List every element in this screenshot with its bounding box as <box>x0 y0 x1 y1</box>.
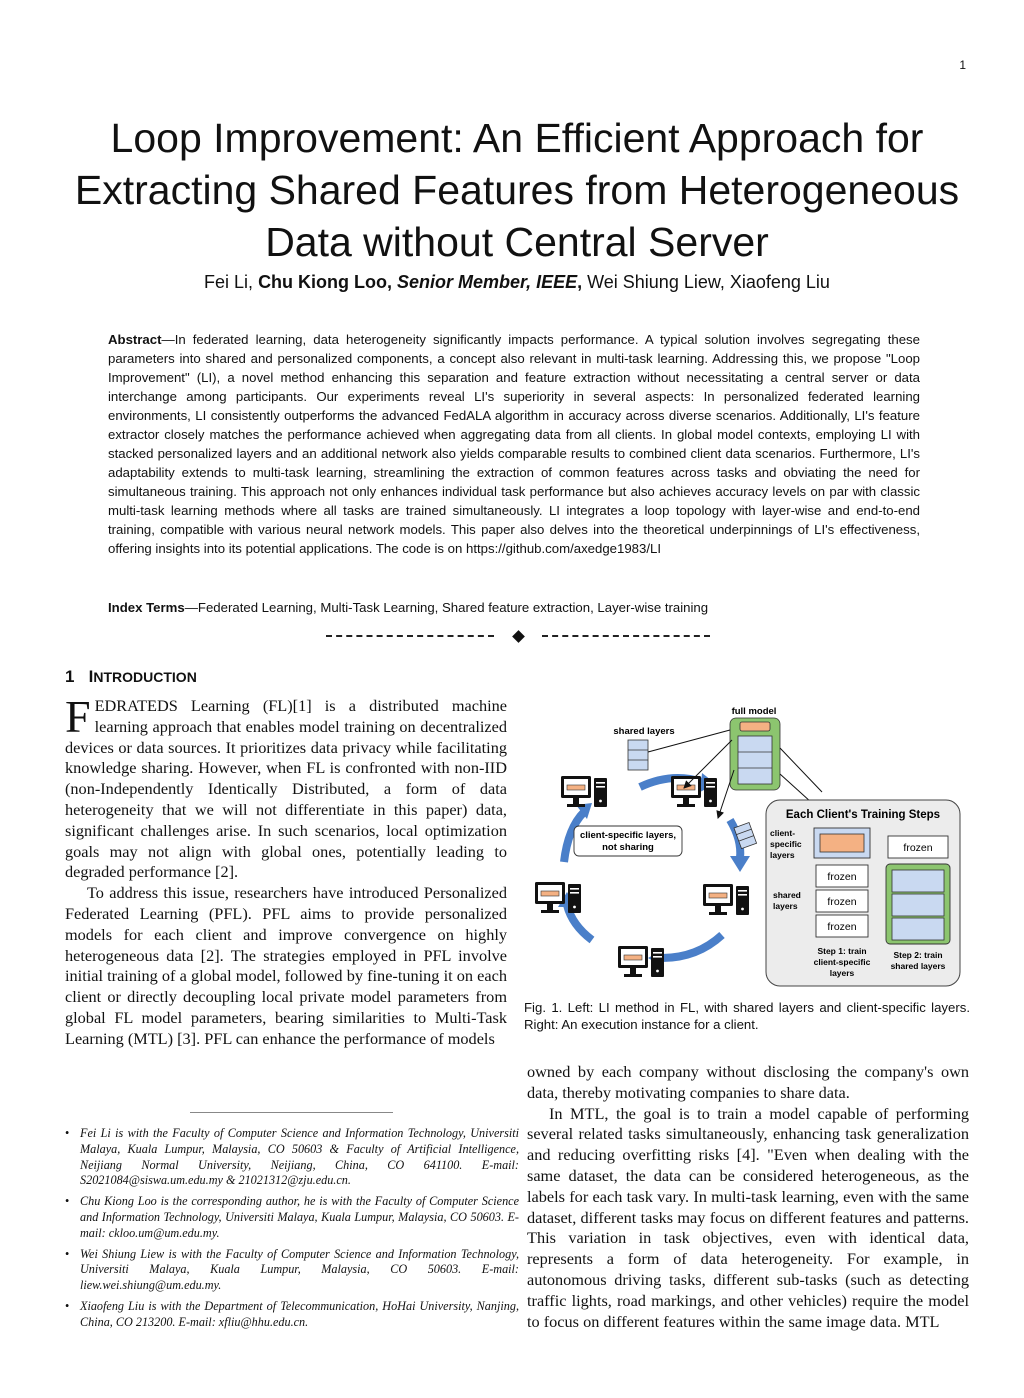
training-steps-title: Each Client's Training Steps <box>785 809 941 821</box>
index-terms-text: —Federated Learning, Multi-Task Learning, Shared feature extraction, Layer-wise training <box>184 600 709 615</box>
client-computer-icon <box>535 882 581 913</box>
client-computer-icon <box>671 776 717 807</box>
client-computer-icon <box>561 776 607 807</box>
paragraph: To address this issue, researchers have introduced Personalized Federated Learning (PFL). PFL aims to provide personalized models for each client and improve convergence on highly heterogeneous data [2]. The strategies employed in PFL involve initial training of a global model, followed by fine-tuning it on each client or directly decoupling local private model parameters from global FL model parameters, bearing similarities to Multi-Task Learning (MTL) [3]. PFL can enhance the performance of models <box>65 883 507 1048</box>
footnotes <box>65 1126 519 1336</box>
label-frozen: frozen <box>903 842 933 854</box>
label-client-specific: client-specific layers, <box>579 830 677 841</box>
index-terms <box>108 598 920 617</box>
author-line <box>50 272 984 293</box>
abstract-label: Abstract <box>108 332 162 347</box>
footnote: • Wei Shiung Liew is with the Faculty of Computer Science and Information Technology, Universiti Malaya, Kuala Lumpur, Malaysia, CO 50603. E-mail: liew.wei.shiung@um.edu.my. <box>65 1247 519 1294</box>
index-terms-label: Index Terms <box>108 600 185 615</box>
label-frozen: frozen <box>827 871 857 883</box>
abstract <box>108 330 920 558</box>
drop-cap: F <box>65 691 91 742</box>
author-name: Fei Li, <box>204 272 259 292</box>
full-model-stack <box>730 718 780 790</box>
figure-diagram <box>522 700 974 995</box>
step1-client-layer-fill <box>820 834 864 852</box>
paper-title: Loop Improvement: An Efficient Approach for Extracting Shared Features from Heterogeneous Data without Central Server <box>74 115 960 265</box>
client-computer-icon <box>618 946 664 977</box>
divider-dashes-left <box>326 635 494 637</box>
section-title-initial: I <box>88 667 94 686</box>
figure-1 <box>522 700 974 995</box>
section-title-rest: NTRODUCTION <box>93 669 197 685</box>
label-step1-layers: layers <box>829 968 855 978</box>
label-shared-layers-2: layers <box>773 901 798 911</box>
shared-layers-stack <box>628 740 648 770</box>
label-shared: shared <box>773 890 801 900</box>
label-frozen: frozen <box>827 896 857 908</box>
section-heading <box>65 667 197 687</box>
author-separator: , <box>577 272 588 292</box>
label-not-sharing: not sharing <box>602 842 654 853</box>
footnote-rule <box>190 1112 393 1113</box>
label-step2: Step 2: train <box>893 950 943 960</box>
author-name-corresponding: Chu Kiong Loo, <box>258 272 398 292</box>
section-number: 1 <box>65 667 75 686</box>
paragraph: In MTL, the goal is to train a model capable of performing several related tasks simultaneously, enhancing task generalization and reducing overfitting risks [4]. "Even when dealing with the same dataset, the data can be considered heterogeneous, as the labels for each task vary. In multi-task learning, even with the same dataset, different tasks may focus on different features and patterns. This variation in task objectives, even with identical data, represents a form of data heterogeneity. For example, in autonomous driving tasks, different sub-tasks (such as detecting traffic lights, road markings, and other vehicles) require the model to focus on different features within the same image data. MTL <box>527 1103 969 1331</box>
divider-dashes-right <box>542 635 710 637</box>
paragraph-text: EDRATEDS Learning (FL)[1] is a distributed machine learning approach that enables model training on decentralized devices or data sources. It prioritizes data privacy while facilitating knowledge sharing. However, when FL is confronted with non-IID (non-Independently Identically Distributed, a form of data heterogeneity that we will not differentiate in this paper) data, significant challenges arise. In such scenarios, local optimization goals may not align with global ones, potentially leading to degraded performance [2]. <box>65 696 507 882</box>
label-frozen: frozen <box>827 921 857 933</box>
paragraph: owned by each company without disclosing the company's own data, thereby motivating companies to share data. <box>527 1062 969 1102</box>
figure-caption: Fig. 1. Left: LI method in FL, with shared layers and client-specific layers. Right: An execution instance for a client. <box>524 1000 970 1032</box>
label-full-model: full model <box>731 706 777 717</box>
paragraph <box>65 691 507 883</box>
client-computer-icon <box>703 884 749 915</box>
footnote: • Fei Li is with the Faculty of Computer Science and Information Technology, Universiti Malaya, Kuala Lumpur, Malaysia, CO 50603 & Faculty of Artificial Intelligence, Neijiang Normal University, Neijiang, China, CO 641100. E-mail: S2021084@siswa.um.edu.my & 21021312@zju.edu.cn. <box>65 1126 519 1189</box>
author-names: Wei Shiung Liew, Xiaofeng Liu <box>587 272 830 292</box>
section-divider <box>326 626 710 646</box>
divider-diamond <box>512 630 525 643</box>
page-number: 1 <box>959 58 966 72</box>
label-step1-client-specific: client-specific <box>813 957 871 967</box>
abstract-text: —In federated learning, data heterogeneity significantly impacts performance. A typical solution involves segregating these parameters into shared and personalized components, a concept also relevant in multi-task learning. Addressing this, we propose "Loop Improvement" (LI), a novel method enhancing this separation and feature extraction without necessitating a central server or data interchange among participants. Our experiments reveal LI's superiority in several aspects: In personalized federated learning environments, LI consistently outperforms the advanced FedALA algorithm in accuracy across diverse scenarios. Additionally, LI's feature extractor closely matches the performance achieved when aggregating data from all clients. In global model contexts, employing LI with stacked personalized layers and an additional network also yields comparable results to combined client data scenarios. Furthermore, LI's adaptability extends to multi-task learning, streamlining the extraction of common features across tasks and obviating the need for simultaneous training. This approach not only enhances individual task performance but also achieves accuracy levels on par with classic multi-task learning methods where all tasks are trained simultaneously. LI integrates a loop topology with layer-wise and end-to-end training, compatible with various neural network models. This paper also delves into the theoretical underpinnings of LI's effectiveness, offering insights into its potential applications. The code is on https://github.com/axedge1983/LI <box>108 332 920 556</box>
left-column <box>65 691 507 1050</box>
label-client: client- <box>770 828 796 838</box>
footnote: • Chu Kiong Loo is the corresponding author, he is with the Faculty of Computer Science and Information Technology, Universiti Malaya, Kuala Lumpur, Malaysia, CO 50603. E-mail: ckloo.um@um.edu.my. <box>65 1194 519 1241</box>
label-specific: specific <box>770 839 802 849</box>
footnote: • Xiaofeng Liu is with the Department of Telecommunication, HoHai University, Nanjing, China, CO 213200. E-mail: xfliu@hhu.edu.cn. <box>65 1299 519 1331</box>
label-shared-layers: shared layers <box>613 726 675 737</box>
author-membership: Senior Member, IEEE <box>397 272 578 292</box>
label-step1: Step 1: train <box>817 946 867 956</box>
label-layers: layers <box>770 850 795 860</box>
right-column <box>527 1062 969 1332</box>
label-step2-shared-layers: shared layers <box>890 961 946 971</box>
